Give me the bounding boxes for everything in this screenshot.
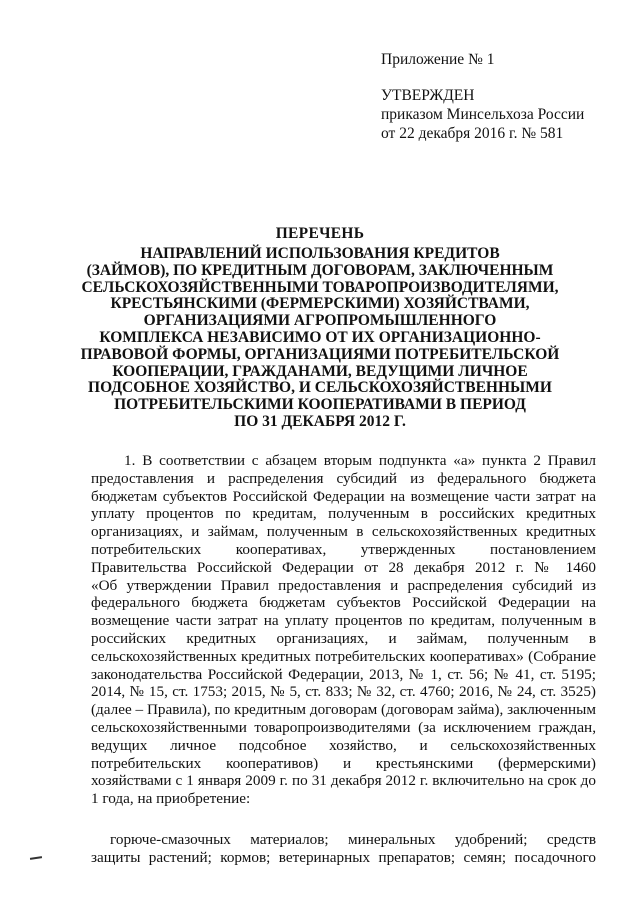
paragraph-line: сельскохозяйственными товаропроизводителями (за исключением граждан, — [91, 718, 596, 736]
paragraph-line: защиты растений; кормов; ветеринарных препаратов; семян; посадочного — [91, 848, 596, 866]
order-line: приказом Минсельхоза России — [381, 106, 585, 123]
subtitle-line: ОРГАНИЗАЦИЯМИ АГРОПРОМЫШЛЕННОГО — [143, 312, 497, 330]
subtitle-line: ПОДСОБНОЕ ХОЗЯЙСТВО, И СЕЛЬСКОХОЗЯЙСТВЕННЫМИ — [88, 379, 552, 397]
margin-mark — [30, 856, 42, 860]
paragraph-line: сельскохозяйственных кредитных потребительских кооперативах» (Собрание — [91, 647, 596, 665]
paragraph-line: (далее – Правила), по кредитным договорам (договорам займа), заключенным — [91, 701, 596, 719]
paragraph-2 — [91, 831, 596, 867]
subtitle-line: КРЕСТЬЯНСКИМИ (ФЕРМЕРСКИМИ) ХОЗЯЙСТВАМИ, — [110, 295, 530, 313]
appendix-label: Приложение № 1 — [381, 51, 495, 68]
paragraph-line: уплату процентов по кредитам, полученным в российских кредитных — [91, 505, 596, 523]
paragraph-line: потребительских кооперативов) и крестьянскими (фермерскими) — [91, 754, 596, 772]
paragraph-line: ведущих личное подсобное хозяйство, и сельскохозяйственных — [91, 736, 596, 754]
document-title: ПЕРЕЧЕНЬ — [275, 225, 365, 242]
paragraph-line: федерального бюджета бюджетам субъектов Российской Федерации на — [91, 594, 596, 612]
document-subtitle — [40, 246, 600, 431]
subtitle-line: ПОТРЕБИТЕЛЬСКИМИ КООПЕРАТИВАМИ В ПЕРИОД — [114, 396, 526, 414]
subtitle-line: НАПРАВЛЕНИЙ ИСПОЛЬЗОВАНИЯ КРЕДИТОВ — [140, 245, 500, 262]
subtitle-line: КОМПЛЕКСА НЕЗАВИСИМО ОТ ИХ ОРГАНИЗАЦИОННО- — [99, 328, 541, 346]
paragraph-line: потребительских кооперативах, утвержденных постановлением — [91, 540, 596, 558]
paragraph-line: 1. В соответствии с абзацем вторым подпункта «а» пункта 2 Правил — [124, 452, 596, 469]
approval-block — [381, 50, 584, 143]
subtitle-line: ПРАВОВОЙ ФОРМЫ, ОРГАНИЗАЦИЯМИ ПОТРЕБИТЕЛЬСКОЙ — [80, 345, 560, 363]
paragraph-line: законодательства Российской Федерации, 2013, № 1, ст. 56; № 41, ст. 5195; — [91, 665, 596, 683]
paragraph-line: хозяйствами с 1 января 2009 г. по 31 декабря 2012 г. включительно на срок до — [91, 772, 596, 790]
order-date-line: от 22 декабря 2016 г. № 581 — [381, 125, 564, 142]
subtitle-line: (ЗАЙМОВ), ПО КРЕДИТНЫМ ДОГОВОРАМ, ЗАКЛЮЧЕННЫМ — [86, 261, 554, 279]
paragraph-line: 2014, № 15, ст. 1753; 2015, № 5, ст. 833; № 32, ст. 4760; 2016, № 24, ст. 3525) — [91, 683, 596, 701]
paragraph-line: бюджетам субъектов Российской Федерации на возмещение части затрат на — [91, 487, 596, 505]
paragraph-line: 1 года, на приобретение: — [91, 790, 251, 808]
paragraph-line: российских кредитных организациях, и займам, полученным в — [91, 629, 596, 647]
paragraph-line: предоставления и распределения субсидий из федерального бюджета — [91, 469, 596, 487]
paragraph-line: «Об утверждении Правил предоставления и распределения субсидий из — [91, 576, 596, 594]
paragraph-line: организациях, и займам, полученным в сельскохозяйственных кредитных — [91, 523, 596, 541]
subtitle-line: ПО 31 ДЕКАБРЯ 2012 Г. — [234, 412, 406, 430]
paragraph-line: горюче-смазочных материалов; минеральных удобрений; средств — [110, 831, 596, 848]
paragraph-1 — [91, 452, 596, 808]
subtitle-line: СЕЛЬСКОХОЗЯЙСТВЕННЫМИ ТОВАРОПРОИЗВОДИТЕЛЯМИ, — [81, 278, 559, 296]
subtitle-line: КООПЕРАЦИИ, ГРАЖДАНАМИ, ВЕДУЩИМИ ЛИЧНОЕ — [112, 362, 528, 380]
paragraph-line: Правительства Российской Федерации от 28 декабря 2012 г. № 1460 — [91, 558, 596, 576]
paragraph-line: возмещение части затрат на уплату процентов по кредитам, полученным в — [91, 612, 596, 630]
approved-label: УТВЕРЖДЕН — [381, 87, 475, 104]
